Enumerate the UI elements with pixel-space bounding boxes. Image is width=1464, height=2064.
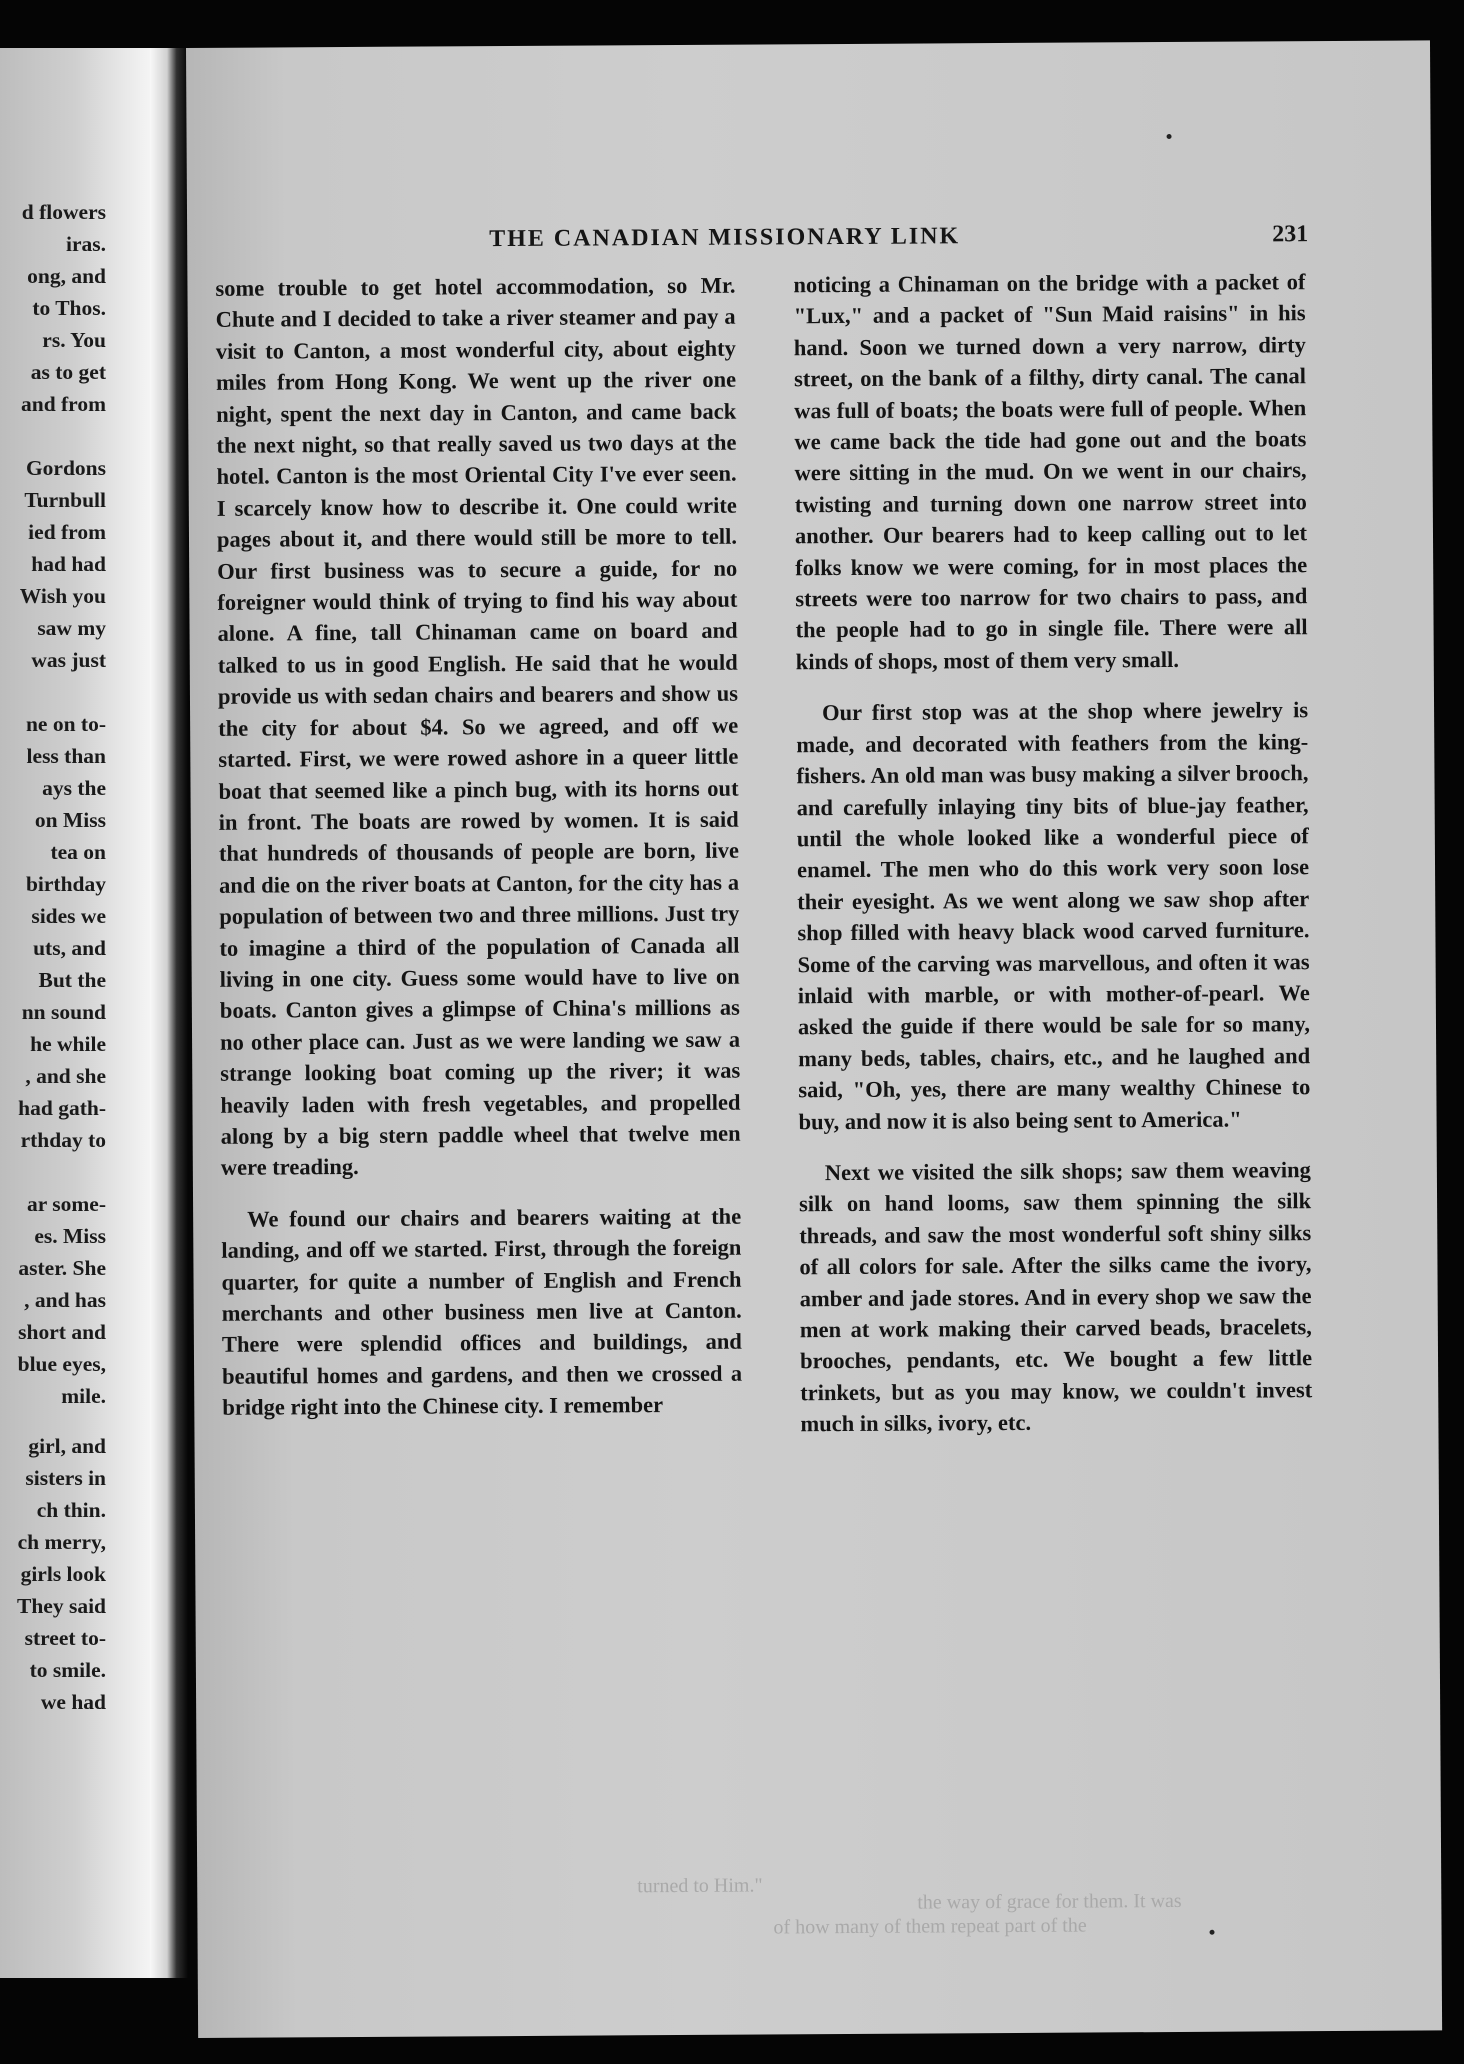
- left-page-text-fragment: ar some-: [26, 1192, 106, 1216]
- left-page-text-fragment: mile.: [61, 1384, 106, 1408]
- left-page-text-fragment: iras.: [65, 232, 106, 256]
- left-page-text-fragment: Gordons: [25, 456, 106, 480]
- left-page-text-fragment: birthday: [25, 872, 106, 896]
- left-page-text-fragment: ch thin.: [36, 1498, 106, 1522]
- left-page-text-fragment: short and: [18, 1320, 106, 1344]
- left-page-text-fragment: , and she: [25, 1064, 106, 1088]
- adjacent-page-strip: [0, 48, 150, 1978]
- left-page-text-fragment: Turnbull: [24, 488, 106, 512]
- left-page-text-fragment: sisters in: [25, 1466, 106, 1490]
- left-page-text-fragment: girls look: [20, 1562, 106, 1586]
- text-column-right: [793, 266, 1312, 1460]
- left-page-text-fragment: But the: [38, 968, 106, 992]
- bleed-through-text: turned to Him.": [637, 1874, 763, 1898]
- paragraph: some trouble to get hotel accommodation, so Mr. Chute and I decided to take a river steamer and pay a visit to Canton, a most wonderful city, about eighty miles from Hong Kong. We went up the river one night, spent the next day in Canton, and came back the next night, so that really saved us two days at the hotel. Canton is the most Oriental City I've ever seen. I scarcely know how to describe it. One could write pages about it, and there would still be more to tell. Our first business was to secure a guide, for no foreigner would think of trying to find his way about alone. A fine, tall Chinaman came on board and talked to us in good English. He said that he would provide us with sedan chairs and bearers and show us the city for about $4. So we agreed, and off we started. First, we were rowed ashore in a queer little boat that seemed like a pinch bug, with its horns out in front. The boats are rowed by women. It is said that hundreds of thousands of people are born, live and die on the river boats at Canton, for the city has a population of between two and three millions. Just try to imagine a third of the population of Canada all living in one city. Guess some would have to live on boats. Canton gives a glimpse of China's millions as no other place can. Just as we were landing we saw a strange looking boat coming up the river; it was heavily laden with fresh vegetables, and propelled along by a big stern paddle wheel that twelve men were treading.: [215, 272, 741, 1181]
- bleed-through-text: of how many of them repeat part of the: [773, 1914, 1087, 1939]
- left-page-text-fragment: less than: [26, 744, 106, 768]
- left-page-text-fragment: we had: [40, 1690, 106, 1714]
- book-gutter: [150, 48, 188, 1978]
- paragraph: noticing a Chinaman on the bridge with a packet of "Lux," and a packet of "Sun Maid raisins" in his hand. Soon we turned down a very narrow, dirty street, on the bank of a filthy, dirty canal. The canal was full of boats; the boats were full of people. When we came back the tide had gone out and the boats were sitting in the mud. On we went in our chairs, twisting and turning down one narrow street into another. Our bearers had to keep calling out to let folks know we were coming, for in most places the streets were too narrow for two chairs to pass, and the people had to go in single file. There were all kinds of shops, most of them very small.: [793, 269, 1308, 675]
- left-page-text-fragment: ne on to-: [25, 712, 106, 736]
- left-page-text-fragment: uts, and: [33, 936, 106, 960]
- text-column-left: [215, 270, 742, 1444]
- ink-speck: [1167, 134, 1172, 139]
- left-page-text-fragment: ong, and: [27, 264, 106, 288]
- page-number: 231: [1272, 221, 1309, 248]
- left-page-text-fragment: had had: [31, 552, 106, 576]
- left-page-text-fragment: rs. You: [42, 328, 106, 352]
- left-page-text-fragment: street to-: [24, 1626, 106, 1650]
- paragraph: We found our chairs and bearers waiting at the landing, and off we started. First, through the foreign quarter, for quite a number of English and French merchants and other business men live at Canton. There were splendid offices and buildings, and beautiful homes and gardens, and then we crossed a bridge right into the Chinese city. I remember: [221, 1203, 743, 1421]
- left-page-text-fragment: , and has: [24, 1288, 106, 1312]
- left-page-text-fragment: as to get: [30, 360, 106, 384]
- left-page-text-fragment: blue eyes,: [17, 1352, 106, 1376]
- book-page: [186, 40, 1442, 2038]
- left-page-text-fragment: and from: [20, 392, 106, 416]
- paragraph: Next we visited the silk shops; saw them weaving silk on hand looms, saw them spinning the silk threads, and saw the most wonderful soft shiny silks of all colors for sale. After the silks came the ivory, amber and jade stores. And in every shop we saw the men at work making their carved beads, bracelets, brooches, pendants, etc. We bought a few little trinkets, but as you may know, we couldn't invest much in silks, ivory, etc.: [798, 1157, 1313, 1437]
- left-page-text-fragment: tea on: [50, 840, 106, 864]
- left-page-text-fragment: sides we: [31, 904, 106, 928]
- left-page-text-fragment: was just: [31, 648, 106, 672]
- left-page-text-fragment: ays the: [42, 776, 106, 800]
- journal-title: THE CANADIAN MISSIONARY LINK: [489, 223, 961, 253]
- bleed-through-text: the way of grace for them. It was: [917, 1889, 1182, 1914]
- left-page-text-fragment: ied from: [28, 520, 106, 544]
- paragraph: Our first stop was at the shop where jewelry is made, and decorated with feathers from the king-fishers. An old man was busy making a silver brooch, and carefully inlaying tiny bits of blue-jay feather, until the whole looked like a wonderful piece of enamel. The men who do this work very soon lose their eyesight. As we went along we saw shop after shop filled with heavy black wood carved furniture. Some of the carving was marvellous, and often it was inlaid with marble, or with mother-of-pearl. We asked the guide if there would be sale for so many, many beds, tables, chairs, etc., and he laughed and said, "Oh, yes, there are many wealthy Chinese to buy, and now it is also being sent to America.": [796, 697, 1311, 1134]
- left-page-text-fragment: es. Miss: [34, 1224, 106, 1248]
- left-page-text-fragment: he while: [30, 1032, 106, 1056]
- left-page-text-fragment: girl, and: [28, 1434, 106, 1458]
- left-page-text-fragment: on Miss: [34, 808, 106, 832]
- left-page-text-fragment: rthday to: [20, 1128, 106, 1152]
- left-page-text-fragment: aster. She: [18, 1256, 106, 1280]
- left-page-text-fragment: ch merry,: [17, 1530, 106, 1554]
- running-header: [187, 220, 1431, 268]
- left-page-text-fragment: nn sound: [21, 1000, 106, 1024]
- ink-speck: [1210, 1930, 1215, 1935]
- left-page-text-fragment: had gath-: [18, 1096, 106, 1120]
- left-page-text-fragment: They said: [16, 1594, 106, 1618]
- left-page-text-fragment: to smile.: [29, 1658, 106, 1682]
- left-page-text-fragment: Wish you: [19, 584, 106, 608]
- left-page-text-fragment: to Thos.: [32, 296, 106, 320]
- left-page-text-fragment: d flowers: [21, 200, 106, 224]
- left-page-text-fragment: saw my: [37, 616, 106, 640]
